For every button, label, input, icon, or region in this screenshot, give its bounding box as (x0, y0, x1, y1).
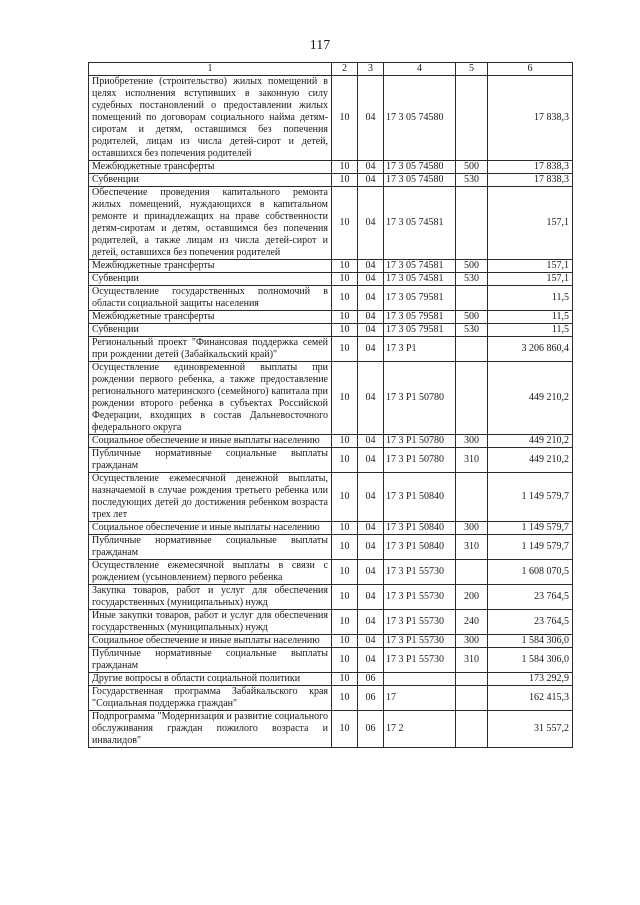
expense-type-cell (456, 286, 488, 311)
amount-cell: 23 764,5 (488, 585, 573, 610)
expense-type-cell (456, 473, 488, 522)
table-row (89, 260, 573, 273)
subsection-code-cell: 04 (358, 161, 384, 174)
section-code-cell: 10 (332, 273, 358, 286)
table-row (89, 362, 573, 435)
target-article-cell: 17 3 05 74581 (384, 187, 456, 260)
row-name-cell: Субвенции (89, 273, 332, 286)
row-name-cell: Социальное обеспечение и иные выплаты населению (89, 635, 332, 648)
target-article-cell: 17 3 P1 55730 (384, 610, 456, 635)
subsection-code-cell: 04 (358, 174, 384, 187)
subsection-code-cell: 04 (358, 337, 384, 362)
section-code-cell: 10 (332, 337, 358, 362)
row-name-cell: Межбюджетные трансферты (89, 311, 332, 324)
row-name-cell: Межбюджетные трансферты (89, 161, 332, 174)
target-article-cell: 17 3 P1 (384, 337, 456, 362)
column-header: 4 (384, 63, 456, 76)
subsection-code-cell: 04 (358, 260, 384, 273)
expense-type-cell (456, 711, 488, 748)
expense-type-cell: 240 (456, 610, 488, 635)
column-header: 1 (89, 63, 332, 76)
target-article-cell: 17 (384, 686, 456, 711)
section-code-cell: 10 (332, 711, 358, 748)
table-row (89, 174, 573, 187)
row-name-cell: Другие вопросы в области социальной политики (89, 673, 332, 686)
row-name-cell: Социальное обеспечение и иные выплаты населению (89, 435, 332, 448)
column-header: 5 (456, 63, 488, 76)
table-row (89, 522, 573, 535)
amount-cell: 1 584 306,0 (488, 648, 573, 673)
section-code-cell: 10 (332, 522, 358, 535)
amount-cell: 17 838,3 (488, 161, 573, 174)
amount-cell: 17 838,3 (488, 76, 573, 161)
section-code-cell: 10 (332, 610, 358, 635)
target-article-cell: 17 3 05 74580 (384, 174, 456, 187)
subsection-code-cell: 06 (358, 686, 384, 711)
row-name-cell: Государственная программа Забайкальского края "Социальная поддержка граждан" (89, 686, 332, 711)
target-article-cell: 17 3 05 79581 (384, 286, 456, 311)
amount-cell: 157,1 (488, 187, 573, 260)
row-name-cell: Субвенции (89, 174, 332, 187)
subsection-code-cell: 04 (358, 362, 384, 435)
table-row (89, 337, 573, 362)
amount-cell: 11,5 (488, 286, 573, 311)
table-row (89, 187, 573, 260)
row-name-cell: Осуществление государственных полномочий в области социальной защиты населения (89, 286, 332, 311)
amount-cell: 23 764,5 (488, 610, 573, 635)
target-article-cell: 17 3 05 74580 (384, 76, 456, 161)
row-name-cell: Публичные нормативные социальные выплаты гражданам (89, 648, 332, 673)
amount-cell: 449 210,2 (488, 362, 573, 435)
subsection-code-cell: 04 (358, 648, 384, 673)
target-article-cell: 17 3 P1 55730 (384, 635, 456, 648)
subsection-code-cell: 04 (358, 76, 384, 161)
row-name-cell: Иные закупки товаров, работ и услуг для обеспечения государственных (муниципальных) нужд (89, 610, 332, 635)
subsection-code-cell: 04 (358, 635, 384, 648)
amount-cell: 173 292,9 (488, 673, 573, 686)
table-row (89, 311, 573, 324)
subsection-code-cell: 06 (358, 673, 384, 686)
subsection-code-cell: 04 (358, 435, 384, 448)
target-article-cell (384, 673, 456, 686)
expense-type-cell: 310 (456, 648, 488, 673)
target-article-cell: 17 3 P1 50780 (384, 362, 456, 435)
subsection-code-cell: 04 (358, 187, 384, 260)
subsection-code-cell: 04 (358, 610, 384, 635)
target-article-cell: 17 3 P1 50840 (384, 522, 456, 535)
section-code-cell: 10 (332, 286, 358, 311)
amount-cell: 17 838,3 (488, 174, 573, 187)
expense-type-cell: 500 (456, 311, 488, 324)
target-article-cell: 17 3 P1 50780 (384, 435, 456, 448)
target-article-cell: 17 3 P1 50840 (384, 473, 456, 522)
row-name-cell: Приобретение (строительство) жилых помещений в целях исполнения вступивших в законную силу судебных постановлений о предоставлении жилых помещений по договорам социального найма детям-сиротам и детям, оставшимся без попечения родителей, лицам из числа детей-сирот и детей, оставшихся без попечения родителей (89, 76, 332, 161)
section-code-cell: 10 (332, 686, 358, 711)
amount-cell: 1 608 070,5 (488, 560, 573, 585)
expense-type-cell: 530 (456, 273, 488, 286)
expense-type-cell (456, 362, 488, 435)
table-row (89, 560, 573, 585)
row-name-cell: Закупка товаров, работ и услуг для обеспечения государственных (муниципальных) нужд (89, 585, 332, 610)
expense-type-cell: 500 (456, 260, 488, 273)
section-code-cell: 10 (332, 673, 358, 686)
amount-cell: 31 557,2 (488, 711, 573, 748)
amount-cell: 449 210,2 (488, 448, 573, 473)
subsection-code-cell: 06 (358, 711, 384, 748)
amount-cell: 157,1 (488, 260, 573, 273)
table-row (89, 161, 573, 174)
target-article-cell: 17 2 (384, 711, 456, 748)
subsection-code-cell: 04 (358, 560, 384, 585)
target-article-cell: 17 3 P1 55730 (384, 585, 456, 610)
amount-cell: 11,5 (488, 324, 573, 337)
table-row (89, 324, 573, 337)
subsection-code-cell: 04 (358, 311, 384, 324)
row-name-cell: Осуществление единовременной выплаты при рождении первого ребенка, а также предоставление регионального материнского (семейного) капитала при рождении второго ребенка в субъектах Российской Федерации, входящих в состав Дальневосточного федерального округа (89, 362, 332, 435)
column-header: 3 (358, 63, 384, 76)
expense-type-cell: 530 (456, 324, 488, 337)
table-row (89, 286, 573, 311)
subsection-code-cell: 04 (358, 585, 384, 610)
expense-type-cell (456, 187, 488, 260)
table-row (89, 673, 573, 686)
target-article-cell: 17 3 P1 50780 (384, 448, 456, 473)
table-row (89, 273, 573, 286)
amount-cell: 3 206 860,4 (488, 337, 573, 362)
amount-cell: 162 415,3 (488, 686, 573, 711)
table-row (89, 686, 573, 711)
table-row (89, 585, 573, 610)
target-article-cell: 17 3 P1 55730 (384, 560, 456, 585)
table-row (89, 473, 573, 522)
page-number: 117 (309, 38, 331, 53)
row-name-cell: Осуществление ежемесячной выплаты в связи с рождением (усыновлением) первого ребенка (89, 560, 332, 585)
table-row (89, 435, 573, 448)
column-header: 6 (488, 63, 573, 76)
section-code-cell: 10 (332, 435, 358, 448)
table-row (89, 448, 573, 473)
expense-type-cell: 300 (456, 635, 488, 648)
target-article-cell: 17 3 05 74581 (384, 260, 456, 273)
target-article-cell: 17 3 P1 50840 (384, 535, 456, 560)
subsection-code-cell: 04 (358, 448, 384, 473)
amount-cell: 1 149 579,7 (488, 522, 573, 535)
section-code-cell: 10 (332, 311, 358, 324)
table-row (89, 635, 573, 648)
table-row (89, 610, 573, 635)
table-row (89, 535, 573, 560)
row-name-cell: Субвенции (89, 324, 332, 337)
section-code-cell: 10 (332, 324, 358, 337)
amount-cell: 157,1 (488, 273, 573, 286)
expense-type-cell: 500 (456, 161, 488, 174)
target-article-cell: 17 3 05 74580 (384, 161, 456, 174)
row-name-cell: Обеспечение проведения капитального ремонта жилых помещений, нуждающихся в капитальном ремонте и принадлежащих на праве собственности детям-сиротам и детям, оставшимся без попечения родителей, а также лицам из числа детей-сирот и детей, оставшихся без попечения родителей (89, 187, 332, 260)
amount-cell: 1 149 579,7 (488, 535, 573, 560)
row-name-cell: Публичные нормативные социальные выплаты гражданам (89, 448, 332, 473)
table-body (89, 76, 573, 748)
section-code-cell: 10 (332, 260, 358, 273)
amount-cell: 1 149 579,7 (488, 473, 573, 522)
target-article-cell: 17 3 05 79581 (384, 311, 456, 324)
subsection-code-cell: 04 (358, 473, 384, 522)
row-name-cell: Публичные нормативные социальные выплаты гражданам (89, 535, 332, 560)
expense-type-cell: 310 (456, 535, 488, 560)
expense-type-cell: 300 (456, 522, 488, 535)
section-code-cell: 10 (332, 560, 358, 585)
expense-type-cell: 200 (456, 585, 488, 610)
section-code-cell: 10 (332, 585, 358, 610)
subsection-code-cell: 04 (358, 273, 384, 286)
section-code-cell: 10 (332, 535, 358, 560)
target-article-cell: 17 3 P1 55730 (384, 648, 456, 673)
expense-type-cell: 310 (456, 448, 488, 473)
section-code-cell: 10 (332, 635, 358, 648)
expense-type-cell: 300 (456, 435, 488, 448)
section-code-cell: 10 (332, 187, 358, 260)
row-name-cell: Социальное обеспечение и иные выплаты населению (89, 522, 332, 535)
table-header-row (89, 63, 573, 76)
subsection-code-cell: 04 (358, 522, 384, 535)
row-name-cell: Региональный проект "Финансовая поддержка семей при рождении детей (Забайкальский край)" (89, 337, 332, 362)
expense-type-cell (456, 76, 488, 161)
target-article-cell: 17 3 05 79581 (384, 324, 456, 337)
section-code-cell: 10 (332, 76, 358, 161)
section-code-cell: 10 (332, 448, 358, 473)
expense-type-cell (456, 686, 488, 711)
table-row (89, 711, 573, 748)
subsection-code-cell: 04 (358, 324, 384, 337)
section-code-cell: 10 (332, 161, 358, 174)
amount-cell: 449 210,2 (488, 435, 573, 448)
section-code-cell: 10 (332, 362, 358, 435)
section-code-cell: 10 (332, 648, 358, 673)
column-header: 2 (332, 63, 358, 76)
table-row (89, 648, 573, 673)
row-name-cell: Подпрограмма "Модернизация и развитие социального обслуживания граждан пожилого возраста и инвалидов" (89, 711, 332, 748)
amount-cell: 1 584 306,0 (488, 635, 573, 648)
expense-type-cell (456, 673, 488, 686)
budget-table (88, 62, 573, 748)
expense-type-cell (456, 560, 488, 585)
target-article-cell: 17 3 05 74581 (384, 273, 456, 286)
subsection-code-cell: 04 (358, 535, 384, 560)
subsection-code-cell: 04 (358, 286, 384, 311)
table-row (89, 76, 573, 161)
expense-type-cell: 530 (456, 174, 488, 187)
row-name-cell: Межбюджетные трансферты (89, 260, 332, 273)
amount-cell: 11,5 (488, 311, 573, 324)
section-code-cell: 10 (332, 473, 358, 522)
expense-type-cell (456, 337, 488, 362)
row-name-cell: Осуществление ежемесячной денежной выплаты, назначаемой в случае рождения третьего ребенка или последующих детей до достижения ребенком возраста трех лет (89, 473, 332, 522)
section-code-cell: 10 (332, 174, 358, 187)
